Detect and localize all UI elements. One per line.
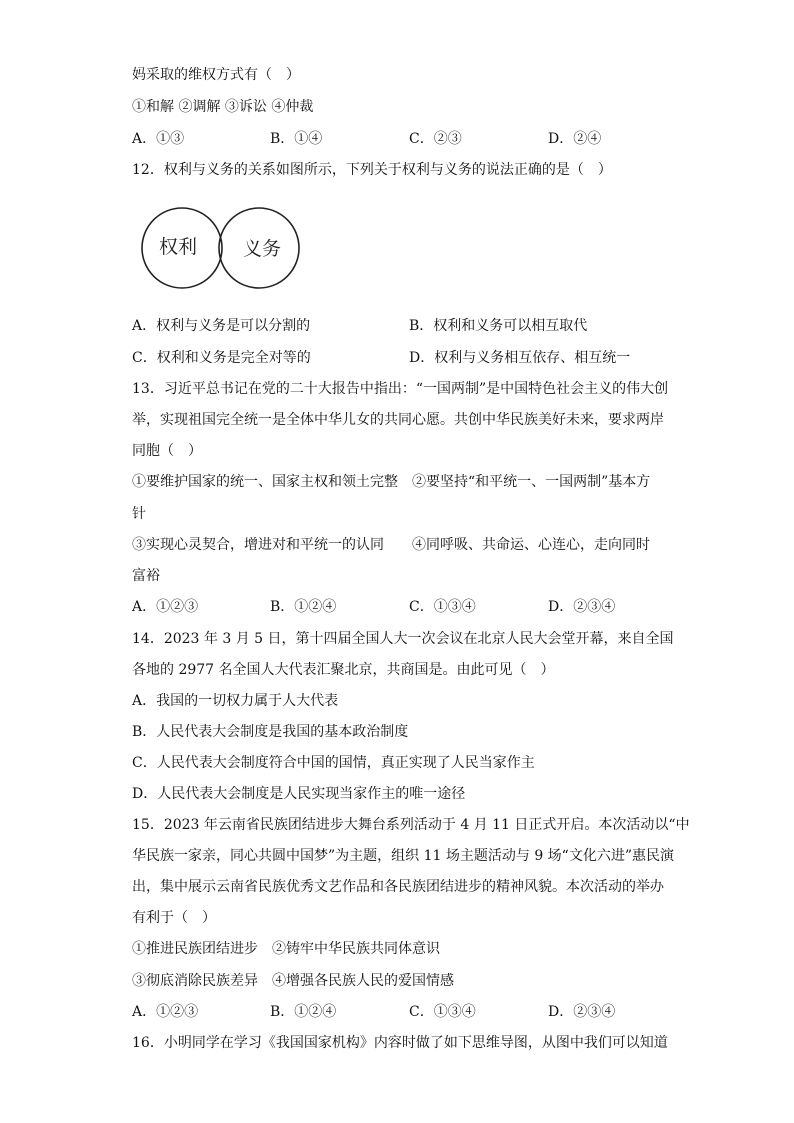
q13-item-line: 针 (132, 506, 146, 522)
q14-stem-line: 14．2023 年 3 月 5 日，第十四届全国人大一次会议在北京人民大会堂开幕，来自全国 (132, 631, 674, 647)
q15-option-b: B．①②④ (270, 1004, 337, 1020)
q13-option-b: B．①②④ (270, 599, 337, 615)
q13-item-line: ①要维护国家的统一、国家主权和领土完整 ②要坚持“和平统一、一国两制”基本方 (132, 474, 651, 490)
q14-option-d: D．人民代表大会制度是人民实现当家作主的唯一途径 (132, 786, 466, 802)
q11-items: ①和解 ②调解 ③诉讼 ④仲裁 (132, 99, 314, 115)
q15-stem-line: 华民族一家亲，同心共圆中国梦”为主题，组织 11 场主题活动与 9 场“文化六进”惠民演 (132, 848, 674, 864)
q13-item-line: ③实现心灵契合，增进对和平统一的认同 ④同呼吸、共命运、心连心，走向同时 (132, 537, 650, 553)
rights-duties-venn-diagram (138, 198, 304, 302)
duties-label: 义务 (242, 238, 282, 260)
q13-stem-line: 13．习近平总书记在党的二十大报告中指出：“一国两制”是中国特色社会主义的伟大创 (132, 381, 669, 397)
q14-option-a: A．我国的一切权力属于人大代表 (132, 693, 339, 709)
q15-stem-line: 出，集中展示云南省民族优秀文艺作品和各民族团结进步的精神风貌。本次活动的举办 (132, 879, 664, 895)
q11-option-c: C．②③ (409, 131, 462, 147)
q12-stem: 12．权利与义务的关系如图所示，下列关于权利与义务的说法正确的是（ ） (132, 162, 612, 178)
q12-option-c: C．权利和义务是完全对等的 (132, 350, 311, 366)
q13-stem-line: 同胞（ ） (132, 443, 202, 459)
q11-option-a: A．①③ (132, 131, 185, 147)
q14-option-b: B．人民代表大会制度是我国的基本政治制度 (132, 724, 409, 740)
q13-option-a: A．①②③ (132, 599, 199, 615)
q13-item-line: 富裕 (132, 568, 160, 584)
q15-option-a: A．①②③ (132, 1004, 199, 1020)
q14-stem-line: 各地的 2977 名全国人大代表汇聚北京，共商国是。由此可见（ ） (132, 662, 555, 678)
q15-item-line: ③彻底消除民族差异 ④增强各民族人民的爱国情感 (132, 973, 454, 989)
q11-option-b: B．①④ (270, 131, 323, 147)
q13-option-c: C．①③④ (409, 599, 476, 615)
q13-stem-line: 举，实现祖国完全统一是全体中华儿女的共同心愿。共创中华民族美好未来，要求两岸 (132, 412, 664, 428)
q12-option-b: B．权利和义务可以相互取代 (409, 318, 588, 334)
q12-option-a: A．权利与义务是可以分割的 (132, 318, 311, 334)
q15-option-c: C．①③④ (409, 1004, 476, 1020)
q15-stem-line: 有利于（ ） (132, 910, 216, 926)
q15-option-d: D．②③④ (548, 1004, 616, 1020)
q11-stem-tail: 妈采取的维权方式有（ ） (132, 67, 300, 83)
q15-stem-line: 15．2023 年云南省民族团结进步大舞台系列活动于 4 月 11 日正式开启。本次活动以“中 (132, 817, 690, 833)
q16-stem: 16．小明同学在学习《我国国家机构》内容时做了如下思维导图，从图中我们可以知道 (132, 1035, 668, 1051)
q11-option-d: D．②④ (548, 131, 602, 147)
q12-option-d: D．权利与义务相互依存、相互统一 (409, 350, 631, 366)
rights-label: 权利 (158, 236, 198, 258)
q15-item-line: ①推进民族团结进步 ②铸牢中华民族共同体意识 (132, 941, 440, 957)
q14-option-c: C．人民代表大会制度符合中国的国情，真正实现了人民当家作主 (132, 755, 535, 771)
q13-option-d: D．②③④ (548, 599, 616, 615)
